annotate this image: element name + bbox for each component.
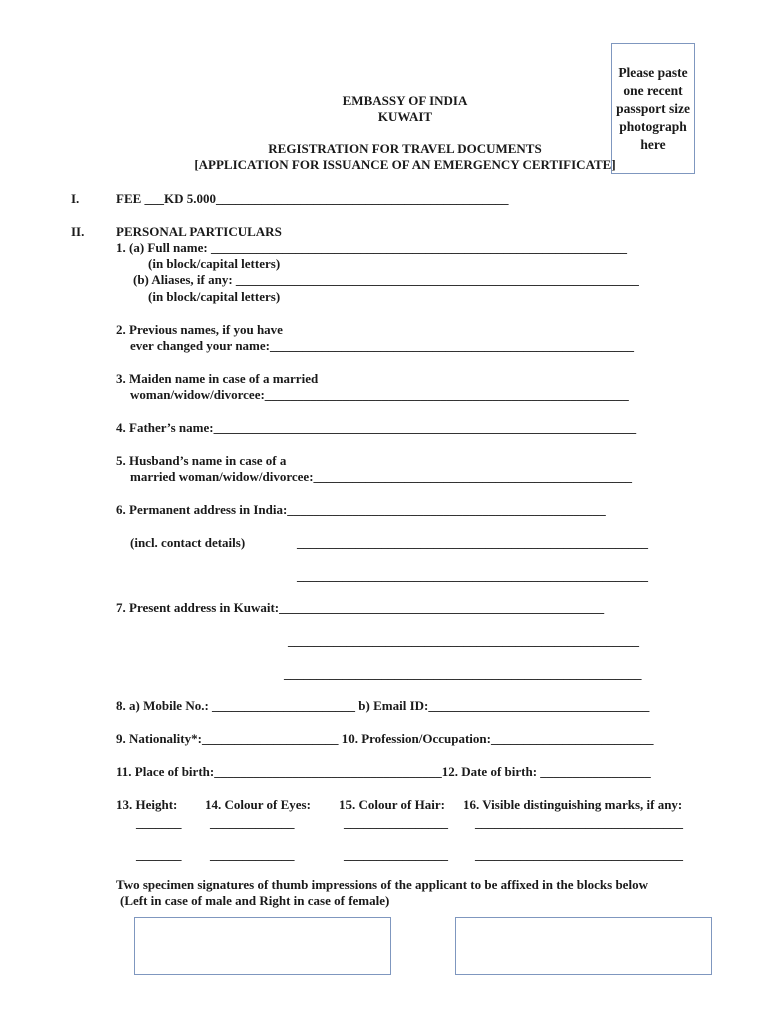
aliases-note: (in block/capital letters) (148, 289, 281, 304)
signature-placement-note: (Left in case of male and Right in case of female) (120, 893, 390, 908)
birth-place-date-field[interactable]: 11. Place of birth:___________________________________12. Date of birth: _________________ (116, 764, 651, 779)
eye-colour-blank-1[interactable]: _____________ (210, 815, 295, 830)
hair-colour-label: 15. Colour of Hair: (339, 797, 445, 812)
form-title: REGISTRATION FOR TRAVEL DOCUMENTS (268, 141, 542, 156)
permanent-address-field[interactable]: 6. Permanent address in India:_________________________________________________ (116, 502, 606, 517)
photo-instructions: Please paste one recent passport size photograph here (616, 65, 690, 152)
eye-colour-blank-2[interactable]: _____________ (210, 847, 295, 862)
present-address-field[interactable]: 7. Present address in Kuwait:__________________________________________________ (116, 600, 605, 615)
left-thumb-impression-box[interactable] (134, 917, 391, 975)
height-blank-2[interactable]: _______ (136, 847, 182, 862)
aliases-field[interactable]: (b) Aliases, if any: ______________________________________________________________ (133, 272, 639, 287)
maiden-name-label: 3. Maiden name in case of a married (116, 371, 319, 386)
permanent-address-line-3[interactable]: ______________________________________________________ (297, 568, 648, 583)
embassy-name: EMBASSY OF INDIA (342, 93, 468, 108)
distinguishing-marks-label: 16. Visible distinguishing marks, if any: (463, 797, 683, 812)
signature-instructions: Two specimen signatures of thumb impressions of the applicant to be affixed in the blocks below (116, 877, 648, 892)
nationality-profession-field[interactable]: 9. Nationality*:_____________________ 10. Profession/Occupation:_________________________ (116, 731, 654, 746)
hair-colour-blank-1[interactable]: ________________ (344, 815, 448, 830)
right-thumb-impression-box[interactable] (455, 917, 712, 975)
marks-blank-1[interactable]: ________________________________ (475, 815, 683, 830)
previous-names-label: 2. Previous names, if you have (116, 322, 283, 337)
fee-line: FEE ___KD 5.000_____________________________________________ (116, 191, 509, 206)
present-address-line-2[interactable]: ______________________________________________________ (288, 633, 639, 648)
hair-colour-blank-2[interactable]: ________________ (344, 847, 448, 862)
fathers-name-field[interactable]: 4. Father’s name:_________________________________________________________________ (116, 420, 637, 435)
personal-particulars-heading: PERSONAL PARTICULARS (116, 224, 282, 239)
husbands-name-label: 5. Husband’s name in case of a (116, 453, 287, 468)
form-subtitle: [APPLICATION FOR ISSUANCE OF AN EMERGENCY CERTIFICATE] (194, 157, 616, 172)
mobile-email-field[interactable]: 8. a) Mobile No.: ______________________ b) Email ID:__________________________________ (116, 698, 650, 713)
photo-placeholder-box (611, 43, 695, 174)
contact-details-note: (incl. contact details) (130, 535, 246, 550)
previous-names-field[interactable]: ever changed your name:________________________________________________________ (130, 338, 634, 353)
height-blank-1[interactable]: _______ (136, 815, 182, 830)
husbands-name-field[interactable]: married woman/widow/divorcee:_________________________________________________ (130, 469, 633, 484)
section-i-numeral: I. (71, 191, 80, 206)
present-address-line-3[interactable]: _______________________________________________________ (284, 666, 642, 681)
maiden-name-field[interactable]: woman/widow/divorcee:________________________________________________________ (130, 387, 629, 402)
full-name-note: (in block/capital letters) (148, 256, 281, 271)
permanent-address-line-2[interactable]: ______________________________________________________ (297, 535, 648, 550)
embassy-city: KUWAIT (377, 109, 433, 124)
height-label: 13. Height: (116, 797, 178, 812)
marks-blank-2[interactable]: ________________________________ (475, 847, 683, 862)
eye-colour-label: 14. Colour of Eyes: (205, 797, 311, 812)
section-ii-numeral: II. (71, 224, 85, 239)
full-name-field[interactable]: 1. (a) Full name: ________________________________________________________________ (116, 240, 627, 255)
